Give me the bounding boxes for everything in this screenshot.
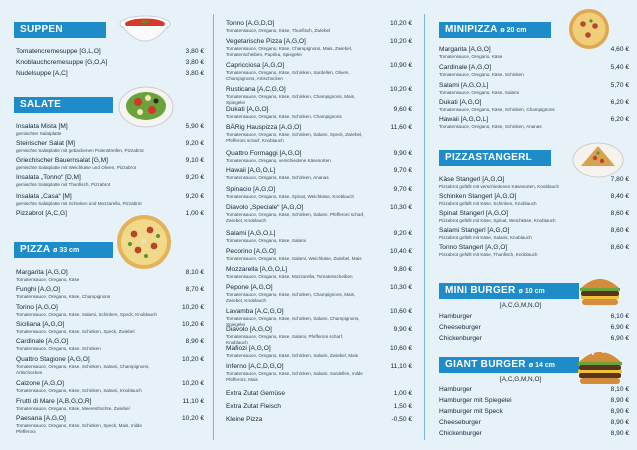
- menu-item-name: Käse Stangerl [A,G,O]: [439, 176, 505, 183]
- menu-item: [16, 210, 204, 218]
- menu-item-description: Tomatensauce, Oregano, Käse, Schinken, Salami, Champignons, Spiegelei: [226, 316, 360, 327]
- menu-item: [439, 46, 629, 60]
- menu-item-name: Calzone [A,G,O]: [16, 380, 65, 387]
- menu-item-price: 9,20 €: [185, 140, 204, 147]
- menu-item-price: 8,10 €: [185, 269, 204, 276]
- menu-item-name: BÄRig Hauspizza [A,G,O]: [226, 124, 302, 131]
- menu-item: [439, 193, 629, 207]
- menu-item: [226, 150, 412, 164]
- section-header-salate: [14, 97, 113, 113]
- menu-item-description: Pizzabrot gefüllt mit Käse, Spinat, Weichkäse, Knoblauch: [439, 218, 556, 223]
- menu-item-name: Dukati [A,G,O]: [439, 99, 482, 106]
- menu-item-price: 6,10 €: [610, 313, 629, 320]
- menu-item-name: Hamburger: [439, 386, 472, 393]
- menu-item-description: Tomatensauce, Oregano, Käse, Salami: [226, 238, 306, 243]
- menu-item: [16, 415, 204, 434]
- menu-item-description: Tomatensauce, Oregano, Käse, Schinken, Champignons: [439, 107, 555, 112]
- menu-item-name: Cardinale [A,G,O]: [16, 338, 69, 345]
- menu-item-price: 9,70 €: [393, 186, 412, 193]
- giantburger-title: GIANT BURGER: [445, 359, 526, 370]
- menu-item-price: 9,90 €: [393, 150, 412, 157]
- menu-item: [226, 403, 412, 411]
- menu-item-name: Mozzarella [A,G,O,L]: [226, 266, 288, 273]
- minipizza-size: ø 20 cm: [500, 27, 527, 34]
- menu-item: [16, 48, 204, 56]
- menu-item-price: 5,40 €: [610, 64, 629, 71]
- menu-item-price: 8,90 €: [185, 338, 204, 345]
- menu-column-right: [425, 0, 637, 450]
- menu-item-name: Insalata Mista [M]: [16, 123, 68, 130]
- menu-item-description: Tomatensauce, Oregano, Käse, Thunfisch, Zwiebel: [226, 28, 331, 33]
- menu-item-price: 5,70 €: [610, 82, 629, 89]
- menu-item-description: Tomatensauce, Oregano, Käse, Schinken, Champignons, Mais, Spiegelei: [226, 94, 356, 105]
- menu-item: [439, 82, 629, 96]
- menu-item-name: Cheeseburger: [439, 419, 481, 426]
- menu-item-name: Hamburger: [439, 313, 472, 320]
- menu-item: [16, 321, 204, 335]
- menu-item-name: Chickenburger: [439, 335, 482, 342]
- menu-item-name: Quattro Formaggi [A,G,O]: [226, 150, 302, 157]
- menu-item-price: 8,60 €: [610, 210, 629, 217]
- menu-item: [226, 38, 412, 57]
- menu-item-description: Tomatensauce, Oregano, Käse, Schinken, Champignons, Mais, Zwiebel, Knoblauch: [226, 292, 356, 303]
- menu-item: [439, 408, 629, 416]
- minipizza-title: MINIPIZZA: [445, 24, 498, 35]
- menu-item-description: Pizzabrot gefüllt mit Käse, Schinken, Knoblauch: [439, 201, 537, 206]
- menu-item-price: 10,20 €: [182, 304, 204, 311]
- menu-item: [226, 416, 412, 424]
- section-header-giantburger: [439, 357, 579, 373]
- menu-item-description: Tomatensauce, Oregano, Käse, Schinken: [16, 346, 101, 351]
- menu-item: [16, 174, 204, 188]
- menu-item-description: Tomatensauce, Oregano, Käse, Schinken, Ananas: [439, 124, 542, 129]
- menu-item-price: 9,70 €: [393, 167, 412, 174]
- menu-item: [439, 116, 629, 130]
- menu-item: [16, 269, 204, 283]
- menu-item-name: Spinat Stangerl [A,G,O]: [439, 210, 508, 217]
- menu-item-name: Cheeseburger: [439, 324, 481, 331]
- menu-item-description: Tomatensauce, Oregano, Käse, Spinat, Weichkäse, Knoblauch: [226, 194, 355, 199]
- menu-item-description: Tomatensauce, Oregano, Käse, Champignons: [16, 294, 111, 299]
- menu-item-description: Tomatensauce, Oregano, Käse, Salami, Schinken, Speck, Knoblauch: [16, 312, 157, 317]
- menu-item-name: Salami [A,G,O,L]: [226, 230, 276, 237]
- menu-item-price: 9,60 €: [393, 106, 412, 113]
- menu-item: [439, 176, 629, 190]
- miniburger-title: MINI BURGER: [445, 285, 516, 296]
- menu-item-description: Tomatensauce, Oregano, Käse, Schinken, Salami, Knoblauch: [16, 388, 142, 393]
- menu-item: [16, 59, 204, 67]
- menu-item: [16, 70, 204, 78]
- menu-item-name: Tomatencremesuppe [G,L,O]: [16, 48, 101, 55]
- menu-item: [439, 386, 629, 394]
- menu-item-description: Tomatensauce, Oregano, Käse: [439, 54, 503, 59]
- section-header-minipizza: [439, 22, 551, 38]
- menu-item-name: Vegetarische Pizza [A,G,O]: [226, 38, 306, 45]
- menu-item-price: 3,80 €: [185, 48, 204, 55]
- menu-item-description: Tomatensauce, Oregano, Käse, Champignons, Mais, Zwiebel, Tomatenscheiben, Paprika, Spiegelei: [226, 46, 353, 57]
- menu-item: [16, 286, 204, 300]
- menu-item-price: 8,90 €: [610, 397, 629, 404]
- menu-item-name: Hamburger mit Spiegelei: [439, 397, 512, 404]
- miniburger-allergens: [A,C,G,M,N,O]: [500, 302, 542, 309]
- menu-item: [439, 419, 629, 427]
- menu-item-name: Pecorino [A,G,O]: [226, 248, 276, 255]
- menu-item-price: 8,60 €: [610, 227, 629, 234]
- menu-item-description: Tomatensauce, Oregano, Käse, Salami: [439, 90, 519, 95]
- menu-item-name: Salami [A,G,O,L]: [439, 82, 489, 89]
- soup-bowl-image: [118, 12, 172, 48]
- menu-item: [226, 106, 412, 120]
- menu-item-price: 1,50 €: [393, 403, 412, 410]
- menu-item: [226, 230, 412, 244]
- menu-item-price: 9,20 €: [185, 193, 204, 200]
- menu-item-name: Funghi [A,G,O]: [16, 286, 60, 293]
- menu-item-name: Hawaii [A,G,O,L]: [226, 167, 276, 174]
- miniburger-size: ø 10 cm: [518, 288, 545, 295]
- menu-item-price: 9,20 €: [185, 174, 204, 181]
- menu-column-middle: [214, 0, 424, 450]
- menu-item: [226, 20, 412, 34]
- miniburger-image: [577, 272, 623, 308]
- menu-item-description: gemischte Salatplatte mit Thunfisch, Pizzabrot: [16, 182, 111, 187]
- menu-item-price: 8,90 €: [610, 419, 629, 426]
- menu-item: [16, 356, 204, 375]
- menu-item-name: Siciliana [A,G,O]: [16, 321, 65, 328]
- menu-item-price: 3,80 €: [185, 70, 204, 77]
- menu-item-description: Tomatensauce, Oregano, Käse, Schinken, Salami, Pfefferoni scharf, Zwiebel, Knoblauch: [226, 212, 365, 223]
- menu-item-description: Tomatensauce, Oregano, Käse, Schinken, Salami, Sardellen, milde Pfefferoni, Mais: [226, 371, 363, 382]
- menu-item-price: 6,90 €: [610, 335, 629, 342]
- menu-item: [226, 326, 412, 345]
- menu-item: [16, 380, 204, 394]
- menu-item-name: Diavolo [A,G,O]: [226, 326, 272, 333]
- menu-item-name: Lavamba [A,C,G,O]: [226, 308, 284, 315]
- menu-item-description: Tomatensauce, Oregano, Käse, Schinken, Speck, Zwiebel: [16, 329, 135, 334]
- menu-item-description: Tomatensauce, Oregano, Käse, Mozzarella, Tomatenscheiben: [226, 274, 353, 279]
- giantburger-image: [575, 344, 625, 386]
- menu-column-left: [0, 0, 213, 450]
- menu-item-price: 8,60 €: [610, 244, 629, 251]
- menu-item: [16, 140, 204, 154]
- menu-item: [226, 390, 412, 398]
- menu-item-description: Tomatensauce, Oregano, Käse, Schinken, Champignons: [226, 114, 342, 119]
- menu-item-name: Capricciosa [A,G,O]: [226, 62, 285, 69]
- menu-item: [226, 266, 412, 280]
- menu-item-price: 4,60 €: [610, 46, 629, 53]
- menu-item: [439, 210, 629, 224]
- menu-item-description: Tomatensauce, Oregano, verschiedene Käsesorten: [226, 158, 331, 163]
- menu-item-name: Pizzabrot [A,C,G]: [16, 210, 67, 217]
- menu-item-price: 9,80 €: [393, 266, 412, 273]
- menu-item: [226, 345, 412, 359]
- menu-item-name: Frutti di Mare [A,B,G,O,R]: [16, 398, 92, 405]
- menu-item: [16, 123, 204, 137]
- menu-item-price: 10,20 €: [390, 20, 412, 27]
- menu-item: [226, 284, 412, 303]
- menu-item-name: Salami Stangerl [A,G,O]: [439, 227, 510, 234]
- menu-item-price: 1,00 €: [185, 210, 204, 217]
- section-header-pizzastangerl: [439, 150, 551, 166]
- menu-item-price: 8,70 €: [185, 286, 204, 293]
- menu-item-price: 10,20 €: [182, 415, 204, 422]
- pizzastangerl-image: [571, 136, 625, 180]
- menu-item-price: 10,60 €: [390, 308, 412, 315]
- menu-item: [16, 157, 204, 171]
- menu-item-description: Pizzabrot gefüllt mit Käse, Thunfisch, Knoblauch: [439, 252, 538, 257]
- menu-item: [226, 308, 412, 327]
- menu-item-price: 9,10 €: [185, 157, 204, 164]
- menu-item: [439, 99, 629, 113]
- menu-item-description: gemischte Salatplatte mit Schinken und Mozzarella, Pizzabrot: [16, 201, 142, 206]
- menu-item-name: Mafiozi [A,G,O]: [226, 345, 271, 352]
- menu-item-name: Inferno [A,C,D,G,O]: [226, 363, 284, 370]
- menu-item-name: Rusticana [A,C,G,O]: [226, 86, 286, 93]
- menu-item: [226, 124, 412, 143]
- menu-item: [439, 430, 629, 438]
- menu-item-name: Paesana [A,G,O]: [16, 415, 66, 422]
- menu-item-description: Tomatensauce, Oregano, Käse, Salami, Pfefferoni scharf, Knoblauch: [226, 334, 344, 345]
- menu-item-price: 10,40 €: [390, 248, 412, 255]
- menu-item: [226, 62, 412, 81]
- pizza-size: ø 33 cm: [53, 247, 80, 254]
- menu-item-name: Steirischer Salat [M]: [16, 140, 75, 147]
- menu-item-name: Knoblauchcremesuppe [G,O,A]: [16, 59, 108, 66]
- menu-item-description: gemischter Salatplatte: [16, 131, 62, 136]
- menu-item-description: Pizzabrot gefüllt mit Käse, Salami, Knoblauch: [439, 235, 532, 240]
- menu-item-name: Margarita [A,G,O]: [439, 46, 491, 53]
- menu-item-price: 6,20 €: [610, 116, 629, 123]
- menu-item-description: Tomatensauce, Oregano, Käse, Schinken, Salami, Speck, Zwiebel, Pfefferoni scharf, Knoblauch: [226, 132, 363, 143]
- menu-item-price: 6,20 €: [610, 99, 629, 106]
- menu-item-price: 11,60 €: [390, 124, 412, 131]
- menu-item-name: Tonno [A,G,D,O]: [226, 20, 275, 27]
- menu-item-price: 7,80 €: [610, 176, 629, 183]
- menu-item: [439, 227, 629, 241]
- menu-item-name: Extra Zutat Fleisch: [226, 403, 281, 410]
- menu-item-name: Spinacio [A,G,O]: [226, 186, 276, 193]
- menu-item-price: 5,90 €: [185, 123, 204, 130]
- menu-item-name: Griechischer Bauernsalat [G,M]: [16, 157, 108, 164]
- menu-item: [439, 64, 629, 78]
- menu-item-price: 11,10 €: [390, 363, 412, 370]
- menu-item-description: Tomatensauce, Oregano, Käse, Schinken, Salami, Champignons, Artischocken: [16, 364, 150, 375]
- menu-item-price: 10,20 €: [390, 38, 412, 45]
- menu-item-description: Tomatensauce, Oregano, Käse, Meeresfrüchte, Zwiebel: [16, 406, 130, 411]
- menu-item-price: 1,00 €: [393, 390, 412, 397]
- giantburger-size: ø 14 cm: [528, 362, 555, 369]
- menu-item-price: 8,40 €: [610, 193, 629, 200]
- menu-item-price: 10,20 €: [182, 380, 204, 387]
- menu-item-price: 10,20 €: [182, 356, 204, 363]
- suppen-title: SUPPEN: [20, 24, 63, 35]
- menu-item: [16, 193, 204, 207]
- menu-item-price: 8,10 €: [610, 386, 629, 393]
- menu-item: [226, 167, 412, 181]
- section-header-miniburger: [439, 283, 579, 299]
- section-header-pizza: [14, 242, 113, 258]
- menu-item-name: Diavolo „Speciale“ [A,G,O]: [226, 204, 304, 211]
- menu-item-price: 10,30 €: [390, 284, 412, 291]
- menu-item: [16, 398, 204, 412]
- menu-item-name: Quattro Stagione [A,G,O]: [16, 356, 90, 363]
- menu-item: [439, 335, 629, 343]
- menu-item-price: 10,30 €: [390, 204, 412, 211]
- menu-item-name: Extra Zutat Gemüse: [226, 390, 285, 397]
- menu-item-name: Tonno Stangerl [A,G,O]: [439, 244, 508, 251]
- salate-title: SALATE: [20, 99, 62, 110]
- menu-item-description: gemischte Salatplatte mit Weichkäse und Oliven, Pizzabrot: [16, 165, 136, 170]
- menu-item: [226, 86, 412, 105]
- menu-item-price: 11,10 €: [182, 398, 204, 405]
- menu-item: [16, 304, 204, 318]
- menu-item-name: Torino [A,G,O]: [16, 304, 58, 311]
- menu-item-description: Tomatensauce, Oregano, Käse, Schinken, Ananas: [226, 175, 329, 180]
- menu-item: [439, 397, 629, 405]
- menu-item-price: 8,90 €: [610, 430, 629, 437]
- menu-item-name: Insalata „Casa“ [M]: [16, 193, 72, 200]
- menu-item-price: 6,90 €: [610, 324, 629, 331]
- menu-item-name: Kleine Pizza: [226, 416, 263, 423]
- menu-item: [226, 204, 412, 223]
- menu-item-name: Schinken Stangerl [A,G,O]: [439, 193, 517, 200]
- section-header-suppen: [14, 22, 106, 38]
- menu-item-price: 9,20 €: [393, 230, 412, 237]
- menu-item: [439, 324, 629, 332]
- menu-item-description: Tomatensauce, Oregano, Käse, Schinken, Salami, Zwiebel, Mais: [226, 353, 359, 358]
- pizza-image: [114, 214, 174, 270]
- menu-item-description: Tomatensauce, Oregano, Käse: [16, 277, 80, 282]
- menu-item-name: Hawaii [A,G,O,L]: [439, 116, 489, 123]
- pizza-title: PIZZA: [20, 244, 51, 255]
- menu-item: [16, 338, 204, 352]
- menu-item-price: 8,90 €: [610, 408, 629, 415]
- menu-item-price: 10,90 €: [390, 62, 412, 69]
- menu-item-description: Tomatensauce, Oregano, Käse, Schinken, Sardellen, Oliven, Champignons, Artischocken: [226, 70, 350, 81]
- menu-item: [439, 313, 629, 321]
- menu-item-description: Tomatensauce, Oregano, Käse, Schinken: [439, 72, 524, 77]
- menu-item: [226, 363, 412, 382]
- menu-item-name: Dukati [A,G,O]: [226, 106, 269, 113]
- giantburger-allergens: [A,C,G,M,N,O]: [500, 376, 542, 383]
- menu-item-name: Chickenburger: [439, 430, 482, 437]
- menu-item-price: 3,80 €: [185, 59, 204, 66]
- menu-item-name: Insalata „Tonno“ [D,M]: [16, 174, 81, 181]
- menu-item-description: gemischte Salatplatte mit gebackenen Putenstreifen, Pizzabrot: [16, 148, 144, 153]
- menu-item-price: 9,90 €: [393, 326, 412, 333]
- menu-item-description: Pizzabrot gefüllt mit verschiedenen Käsesorten, Knoblauch: [439, 184, 560, 189]
- menu-item-name: Pepone [A,G,O]: [226, 284, 273, 291]
- menu-item-description: Tomatensauce, Oregano, Käse, Schinken, Speck, Mais, milde Pfefferoni: [16, 423, 142, 434]
- menu-item-price: 10,60 €: [390, 345, 412, 352]
- menu-item-price: 10,20 €: [390, 86, 412, 93]
- menu-item: [226, 186, 412, 200]
- menu-item-name: Hamburger mit Speck: [439, 408, 503, 415]
- menu-item: [439, 244, 629, 258]
- menu-item-price: 10,20 €: [182, 321, 204, 328]
- menu-item: [226, 248, 412, 262]
- menu-item-price: -0,50 €: [391, 416, 412, 423]
- menu-item-name: Nudelsuppe [A,C]: [16, 70, 68, 77]
- pizzastangerl-title: PIZZASTANGERL: [445, 152, 533, 163]
- menu-item-name: Cardinale [A,G,O]: [439, 64, 492, 71]
- menu-item-name: Margarita [A,G,O]: [16, 269, 68, 276]
- menu-item-description: Tomatensauce, Oregano, Käse, Salami, Weichkäse, Zwiebel, Mais: [226, 256, 362, 261]
